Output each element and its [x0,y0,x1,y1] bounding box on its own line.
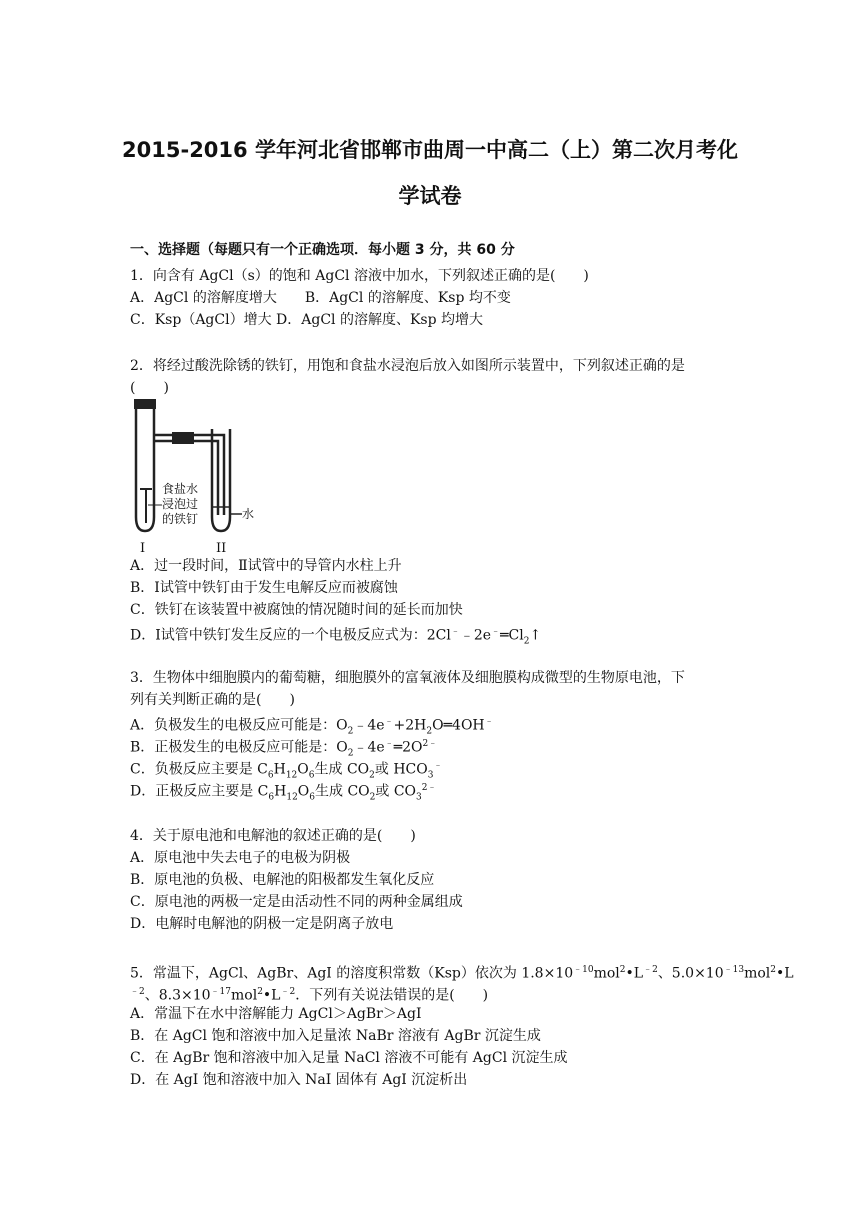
test-tube-apparatus-figure [128,397,278,557]
q4-option-d: D．电解时电解池的阴极一定是阴离子放电 [130,916,394,932]
q5-option-c: C．在 AgBr 饱和溶液中加入足量 NaCl 溶液不可能有 AgCl 沉淀生成 [130,1050,568,1066]
q4-option-a: A．原电池中失去电子的电极为阴极 [130,850,351,866]
q2-option-b: B．Ⅰ试管中铁钉由于发生电解反应而被腐蚀 [130,580,398,596]
q4-option-b: B．原电池的负极、电解池的阳极都发生氧化反应 [130,872,435,888]
fig-label-water: 水 [242,507,255,521]
q2-option-a: A．过一段时间，Ⅱ试管中的导管内水柱上升 [130,558,402,574]
q3-option-b: B．正极发生的电极反应可能是：$O_2﹣4e^﹣═2O^{2﹣}$ [130,739,438,759]
q2-stem-line1: 2．将经过酸洗除锈的铁钉，用饱和食盐水浸泡后放入如图所示装置中，下列叙述正确的是 [130,358,685,374]
q3-stem-line1: 3．生物体中细胞膜内的葡萄糖，细胞膜外的富氧液体及细胞膜构成微型的生物原电池，下 [130,670,685,686]
q3-stem-line2: 列有关判断正确的是( ) [130,692,295,708]
q3-option-d: D．正极反应主要是 $C_6H_{12}O_6$生成 $CO_2$或 $CO_3^{2﹣}$ [130,783,437,803]
fig-label-tube-1: I [140,541,146,556]
exam-title-line1: 2015-2016 学年河北省邯郸市曲周一中高二（上）第二次月考化 [122,138,738,162]
section-heading: 一、选择题（每题只有一个正确选项．每小题 3 分，共 60 分 [130,242,515,258]
q1-options-cd: C．Ksp（AgCl）增大 D．AgCl 的溶解度、Ksp 均增大 [130,312,484,328]
q2-option-d: D．Ⅰ试管中铁钉发生反应的一个电极反应式为：$2Cl^﹣﹣2e^﹣═Cl_2↑$ [130,627,542,647]
q5-stem-line1: 5．常温下，AgCl、AgBr、AgI 的溶度积常数（Ksp）依次为 $1.8\times 10^{﹣10}mol^2•L^{﹣2}$、$5.0\times 10^{﹣13}mol^2•L$ [130,965,794,982]
q4-stem: 4．关于原电池和电解池的叙述正确的是( ) [130,828,416,844]
q5-option-d: D．在 AgI 饱和溶液中加入 NaI 固体有 AgI 沉淀析出 [130,1072,468,1088]
exam-title-line2: 学试卷 [398,184,462,208]
q3-option-c: C．负极反应主要是 $C_6H_{12}O_6$生成 $CO_2$或 $HCO_3^﹣$ [130,761,443,781]
q2-stem-line2: ( ) [130,380,169,396]
fig-label-tube-2: II [216,541,227,556]
fig-label-saltwater: 食盐水 [162,482,199,496]
fig-label-nail: 的铁钉 [162,512,199,526]
q1-stem: 1．向含有 AgCl（s）的饱和 AgCl 溶液中加水，下列叙述正确的是( ) [130,268,589,284]
q5-option-b: B．在 AgCl 饱和溶液中加入足量浓 NaBr 溶液有 AgBr 沉淀生成 [130,1028,541,1044]
q2-option-c: C．铁钉在该装置中被腐蚀的情况随时间的延长而加快 [130,602,463,618]
q1-options-ab: A．AgCl 的溶解度增大 B．AgCl 的溶解度、Ksp 均不变 [130,290,511,306]
q3-option-a: A．负极发生的电极反应可能是：$O_2﹣4e^﹣+2H_2O═4OH^﹣$ [130,717,494,737]
fig-label-soaked: 浸泡过 [162,497,199,511]
q5-stem-line2: $^{﹣2}$、$8.3\times 10^{﹣17}mol^2•L^{﹣2}$．下列有关说法错误的是( ) [130,987,489,1004]
q4-option-c: C．原电池的两极一定是由活动性不同的两种金属组成 [130,894,463,910]
q5-option-a: A．常温下在水中溶解能力 AgCl＞AgBr＞AgI [130,1006,422,1022]
